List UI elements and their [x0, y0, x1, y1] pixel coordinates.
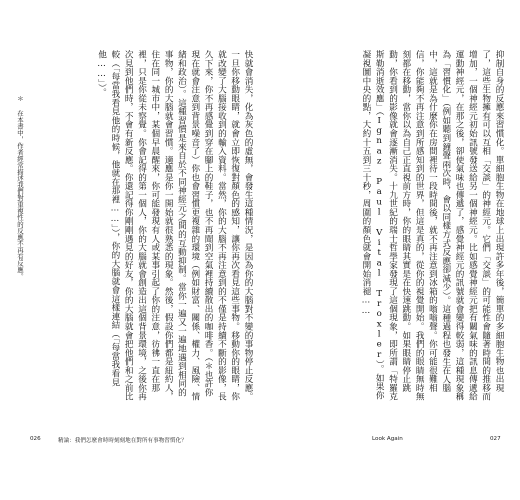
right-running-head: Look Again — [372, 436, 403, 442]
left-running-head: 精論：我們怎麼會時時刻刻地在對所有事物習慣化？ — [58, 438, 187, 444]
right-page — [260, 0, 520, 500]
footnote: ＊ 在本書中，作者經常描述我們對重複性的反應不再有反應。 — [16, 95, 24, 280]
left-page-body: 快就會消失，化為灰色的虛無，會發生這種情況，是因為你的大腦對不變的事物停止反應。一旦你移動眼睛，就會立即恢復對顏色的感知，讓你再次看見這些事物。移動你的眼睛，你就改變了大腦接收到的輸入資料。當然，你的大腦不再注意到的不僅是持續不斷的影像，長久下來，你不再感覺到穿在腳上的鞋子，也不再聞到空氣裡持續散出的咖啡香。（＊也許你現在就會注意到背景噪音了）你也會習慣更複雜的環境（例如財富、關係、權力、風險、情緒和政治）。這種習慣是來自於不同神經元之間的互動抑制。當你一遍又一遍地遇到相同的事物，你的大腦就會習慣。適應是你一開始就很熟悉的現象。然後，假設你們都是紐約人，住在同一城市中，某個早晨醒來，你可能發現有人或某事引起了你的注意，彷彿一直在那裡，只是你從未察覺。你會記得的第一個人，你的大腦就會創造出這個背景環境，之後你再次見到他們時，不會有新反應。你還記得你剛剛遇見的好友，你的大腦就會把他們和之前比較（「每當我看見他的時候，他就在那裡……」），你的大腦就會這樣連結（「每當我看見他……」）。 — [96, 50, 253, 401]
right-page-body: 抑制自身的反應來習慣化。單細胞生物在地球上出現許多年後，簡單的多細胞生物也出現了，這些生物擁有可以互相「交談」的神經元。它們「交談」的可能性會隨著時間的推移而增加，一個神經元初始訊號發送給另一個神經元。比如感覺神經元把有關氣味的訊息傳遞給運動神經元，在那之後，卻使氣味也傳遞了，感覺神經元的訊號就會變得較弱，這種現象稱為「習慣化」（例如聽到鐘聲兩次時，會以同樣方式反應卻減少）。這種過程也發生在人腦中，這就是為什麼你在房間裡待一段時間後，就不再注意到冰箱的嗡嗡聲。你可能很難相信，你能夠不再注意到所感知到的世界，但這是真的，從你的視覺開始。我們的眼睛無時無刻都在移動，當你以為自己正直視前方時，你的眼睛其實是在快速跳動。如果眼睛停止跳動，你看到的影像就會逐漸消失。十九世紀的瑞士哲學家發現了這個現象，即所謂「特羅克斯勒消逝效應」（Ignaz Paul Vital Troxler）。如果你凝視圖中央的點，大約十五到三十秒，周圍的顏色就會開始消褪…… — [360, 50, 504, 401]
left-page-number: 026 — [30, 436, 41, 442]
right-page-number: 027 — [490, 436, 501, 442]
